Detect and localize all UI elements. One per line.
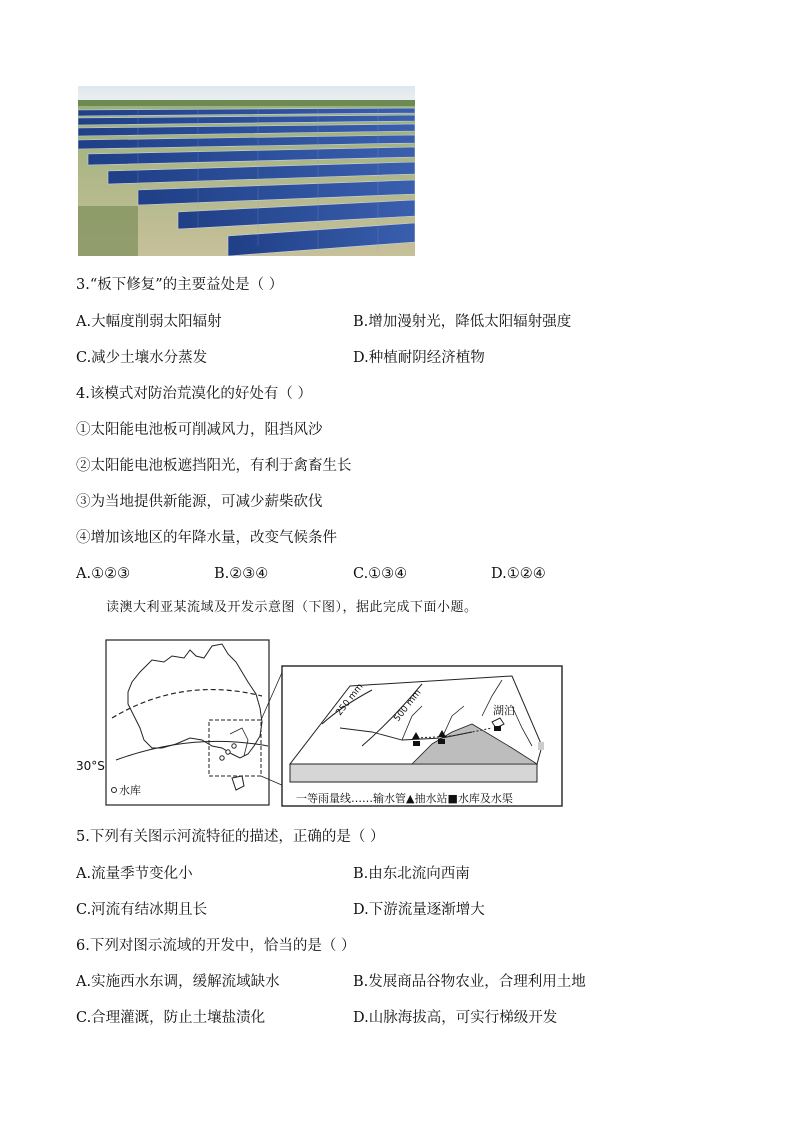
q3-option-c: C.减少土壤水分蒸发 [76, 350, 208, 366]
latitude-label: 30°S [76, 759, 105, 773]
q4-statement-1: ①太阳能电池板可削减风力，阻挡风沙 [76, 422, 323, 438]
q6-option-c: C.合理灌溉，防止土壤盐渍化 [76, 1010, 266, 1026]
map-intro: 读澳大利亚某流域及开发示意图（下图），据此完成下面小题。 [106, 600, 478, 615]
side-marker [538, 742, 544, 750]
q5-option-d: D.下游流量逐渐增大 [353, 902, 485, 918]
reservoir-channel-icon [413, 741, 420, 746]
reservoir-icon [220, 756, 224, 760]
block-front-face [290, 764, 537, 782]
q6-option-b: B.发展商品谷物农业，合理利用土地 [353, 974, 586, 990]
q6-option-d: D.山脉海拔高，可实行梯级开发 [353, 1010, 558, 1026]
reservoir-icon [232, 744, 236, 748]
q5-option-b: B.由东北流向西南 [353, 866, 470, 882]
reservoir-channel-icon [438, 739, 445, 744]
q4-option-d: D.①②④ [491, 566, 546, 582]
australia-basin-map [72, 636, 572, 811]
q4-statement-2: ②太阳能电池板遮挡阳光，有利于禽畜生长 [76, 458, 352, 474]
reservoir-legend-icon [112, 788, 117, 793]
q4-option-c: C.①③④ [353, 566, 408, 582]
q4-statement-4: ④增加该地区的年降水量，改变气候条件 [76, 530, 337, 546]
reservoir-channel-icon [494, 726, 501, 731]
question-5-stem: 5.下列有关图示河流特征的描述，正确的是（ ） [76, 829, 385, 845]
q5-option-a: A.流量季节变化小 [76, 866, 193, 882]
question-3-stem: 3.“板下修复”的主要益处是（ ） [76, 277, 284, 293]
question-6-stem: 6.下列对图示流域的开发中，恰当的是（ ） [76, 938, 356, 954]
q3-option-b: B.增加漫射光，降低太阳辐射强度 [353, 314, 572, 330]
q4-option-a: A.①②③ [76, 566, 131, 582]
isohyet-500-label: 500 mm [392, 688, 424, 724]
q3-option-a: A.大幅度削弱太阳辐射 [76, 314, 222, 330]
q4-option-b: B.②③④ [214, 566, 269, 582]
reservoir-legend-label: 水库 [119, 784, 141, 797]
lake-label: 湖泊 [493, 704, 515, 717]
isohyet-250-label: 250 mm [334, 682, 366, 718]
q3-option-d: D.种植耐阴经济植物 [353, 350, 485, 366]
q4-statement-3: ③为当地提供新能源，可减少薪柴砍伐 [76, 494, 323, 510]
solar-panel-photo [78, 86, 415, 256]
question-4-stem: 4.该模式对防治荒漠化的好处有（ ） [76, 386, 312, 402]
q6-option-a: A.实施西水东调，缓解流域缺水 [76, 974, 280, 990]
map-legend: 一等雨量线……输水管▲抽水站■水库及水渠 [296, 792, 513, 805]
q5-option-c: C.河流有结冰期且长 [76, 902, 208, 918]
reservoir-icon [226, 750, 230, 754]
